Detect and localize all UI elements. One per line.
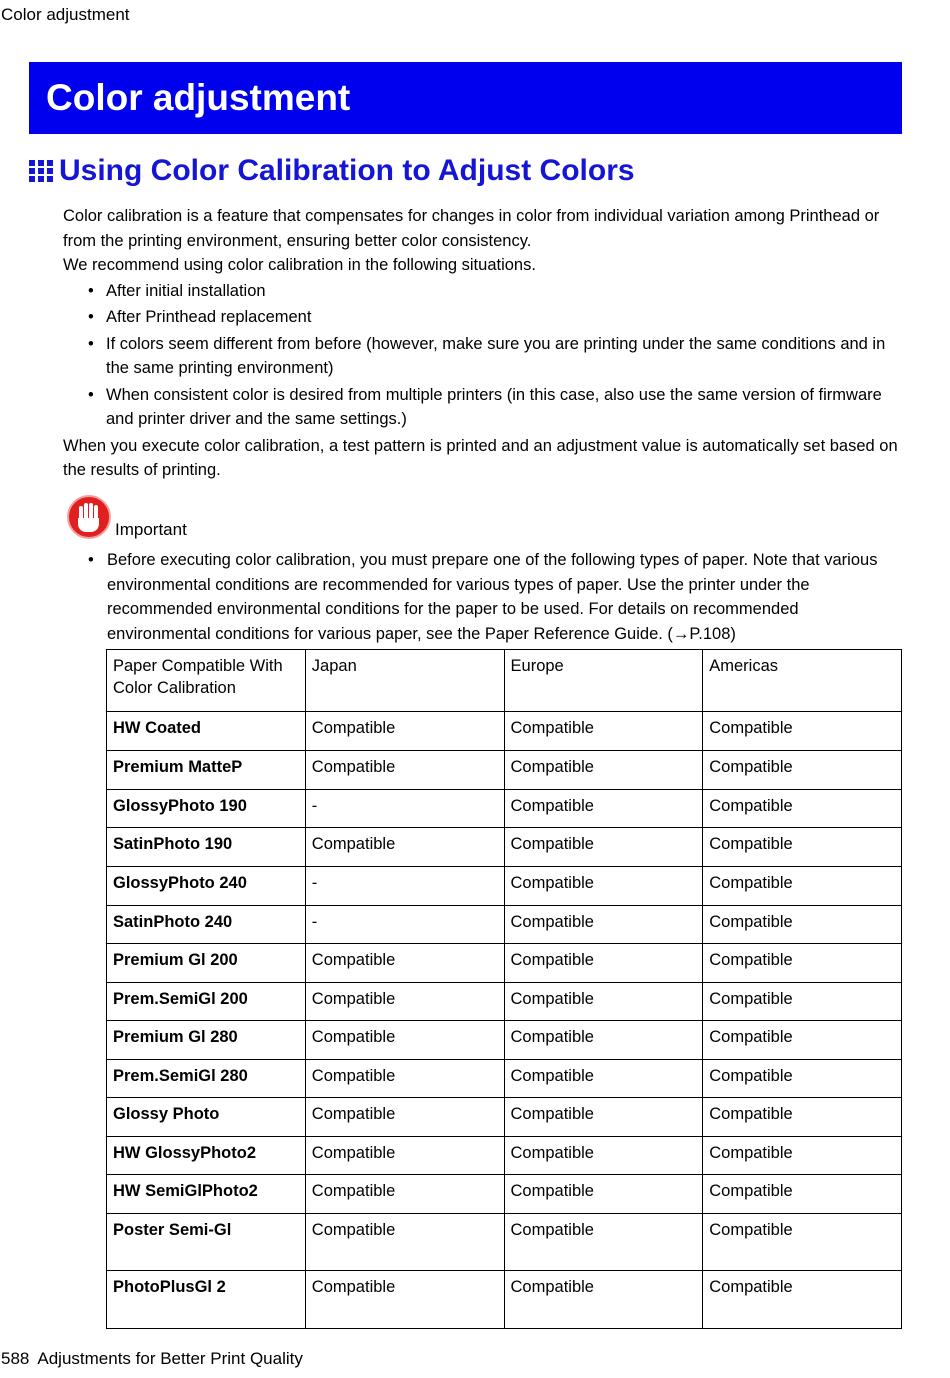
table-row [107,1214,902,1271]
important-label: Important [115,520,187,539]
table-cell: Compatible [305,828,504,867]
table-row [107,1060,902,1098]
important-bullet-text: Before executing color calibration, you must prepare one of the following types of paper. Note that various environmental conditions are recommended for various types of paper. Use the printer under the recommended environmental conditions for the paper to be used. For details on recommended environmental conditions for various paper, see the Paper Reference Guide. (→P.108) [107,551,878,643]
table-cell: Compatible [504,906,703,944]
table-cell: Compatible [305,944,504,983]
table-row [107,790,902,828]
table-cell: Compatible [703,1271,902,1329]
page-title-bar [29,62,902,134]
paper-name-cell: Glossy Photo [107,1098,306,1137]
table-cell: Compatible [504,944,703,983]
table-cell: Compatible [703,1137,902,1175]
important-note-header [66,494,187,540]
table-cell: Compatible [504,867,703,906]
table-cell: Compatible [703,751,902,790]
compatibility-table [106,649,902,1329]
table-row [107,983,902,1021]
running-head: Color adjustment [1,5,130,24]
table-cell: Compatible [504,751,703,790]
list-item: • After Printhead replacement [88,308,312,326]
table-cell: Compatible [504,983,703,1021]
table-row [107,712,902,751]
table-cell: Compatible [504,1214,703,1271]
grid-icon [28,159,54,183]
table-row [107,751,902,790]
table-cell: Compatible [305,1060,504,1098]
table-cell: Compatible [504,1060,703,1098]
paper-name-cell: HW Coated [107,712,306,751]
table-cell: Compatible [703,1175,902,1214]
page-title: Color adjustment [46,77,351,118]
table-cell: Compatible [305,1021,504,1060]
table-cell: Compatible [703,867,902,906]
table-row [107,828,902,867]
table-header-row [107,650,902,712]
table-header-cell: Europe [504,650,703,712]
paper-name-cell: HW SemiGlPhoto2 [107,1175,306,1214]
table-row [107,1137,902,1175]
table-cell: Compatible [703,1021,902,1060]
table-cell: Compatible [504,1021,703,1060]
table-row [107,1271,902,1329]
table-cell: Compatible [305,712,504,751]
intro-paragraph-1: Color calibration is a feature that compensates for changes in color from individual variation among Printhead or from the printing environment, ensuring better color consistency. [63,207,880,250]
table-cell: Compatible [504,1175,703,1214]
paper-name-cell: GlossyPhoto 240 [107,867,306,906]
list-item: • When consistent color is desired from multiple printers (in this case, also use the same version of firmware and printer driver and the same settings.) [88,385,882,428]
table-row [107,1175,902,1214]
page-number: 588 [1,1349,30,1368]
table-cell: Compatible [703,906,902,944]
table-header-cell: Paper Compatible With Color Calibration [107,650,306,712]
table-cell: Compatible [305,983,504,1021]
table-cell: Compatible [305,1271,504,1329]
table-row [107,867,902,906]
table-cell: Compatible [504,1098,703,1137]
paper-name-cell: SatinPhoto 190 [107,828,306,867]
paper-name-cell: Poster Semi-Gl [107,1214,306,1271]
table-row [107,1098,902,1137]
paper-name-cell: SatinPhoto 240 [107,906,306,944]
paper-name-cell: Premium Gl 200 [107,944,306,983]
table-cell: - [305,867,504,906]
table-cell: Compatible [305,1098,504,1137]
chapter-title: Adjustments for Better Print Quality [37,1349,303,1368]
paper-name-cell: Prem.SemiGl 280 [107,1060,306,1098]
table-row [107,906,902,944]
table-row [107,1021,902,1060]
table-cell: Compatible [305,1175,504,1214]
table-header-cell: Japan [305,650,504,712]
table-cell: Compatible [504,790,703,828]
important-bullet: • Before executing color calibration, you must prepare one of the following types of paper. Note that various environmental conditions are recommended for various types of paper. Use the printer under the recommended environmental conditions for the paper to be used. For details on recommended environmental conditions for various paper, see the Paper Reference Guide. (→P.108) [88,548,898,646]
table-cell: Compatible [703,983,902,1021]
paper-name-cell: Premium Gl 280 [107,1021,306,1060]
paper-name-cell: Prem.SemiGl 200 [107,983,306,1021]
table-cell: Compatible [703,1060,902,1098]
table-cell: Compatible [703,712,902,751]
table-cell: Compatible [504,712,703,751]
table-cell: - [305,906,504,944]
table-cell: Compatible [703,944,902,983]
hand-stop-icon [66,494,112,540]
table-cell: Compatible [504,1137,703,1175]
table-row [107,944,902,983]
paper-name-cell: HW GlossyPhoto2 [107,1137,306,1175]
table-header-cell: Americas [703,650,902,712]
paper-name-cell: Premium MatteP [107,751,306,790]
table-cell: Compatible [305,1137,504,1175]
table-cell: Compatible [504,828,703,867]
paper-name-cell: GlossyPhoto 190 [107,790,306,828]
table-cell: Compatible [703,790,902,828]
intro-body [63,204,908,483]
list-item: • After initial installation [88,281,266,300]
table-cell: Compatible [703,1214,902,1271]
intro-paragraph-3: When you execute color calibration, a test pattern is printed and an adjustment value is automatically set based on the results of printing. [63,436,898,479]
intro-paragraph-2: We recommend using color calibration in the following situations. [63,256,536,274]
table-cell: - [305,790,504,828]
section-heading-text: Using Color Calibration to Adjust Colors [59,154,635,187]
page-footer [1,1349,303,1369]
list-item: • If colors seem different from before (however, make sure you are printing under the same conditions and in the same printing environment) [88,334,886,377]
table-cell: Compatible [305,751,504,790]
paper-name-cell: PhotoPlusGl 2 [107,1271,306,1329]
table-cell: Compatible [703,828,902,867]
section-heading [28,154,635,188]
table-cell: Compatible [305,1214,504,1271]
table-cell: Compatible [504,1271,703,1329]
situation-list [63,279,908,432]
table-cell: Compatible [703,1098,902,1137]
